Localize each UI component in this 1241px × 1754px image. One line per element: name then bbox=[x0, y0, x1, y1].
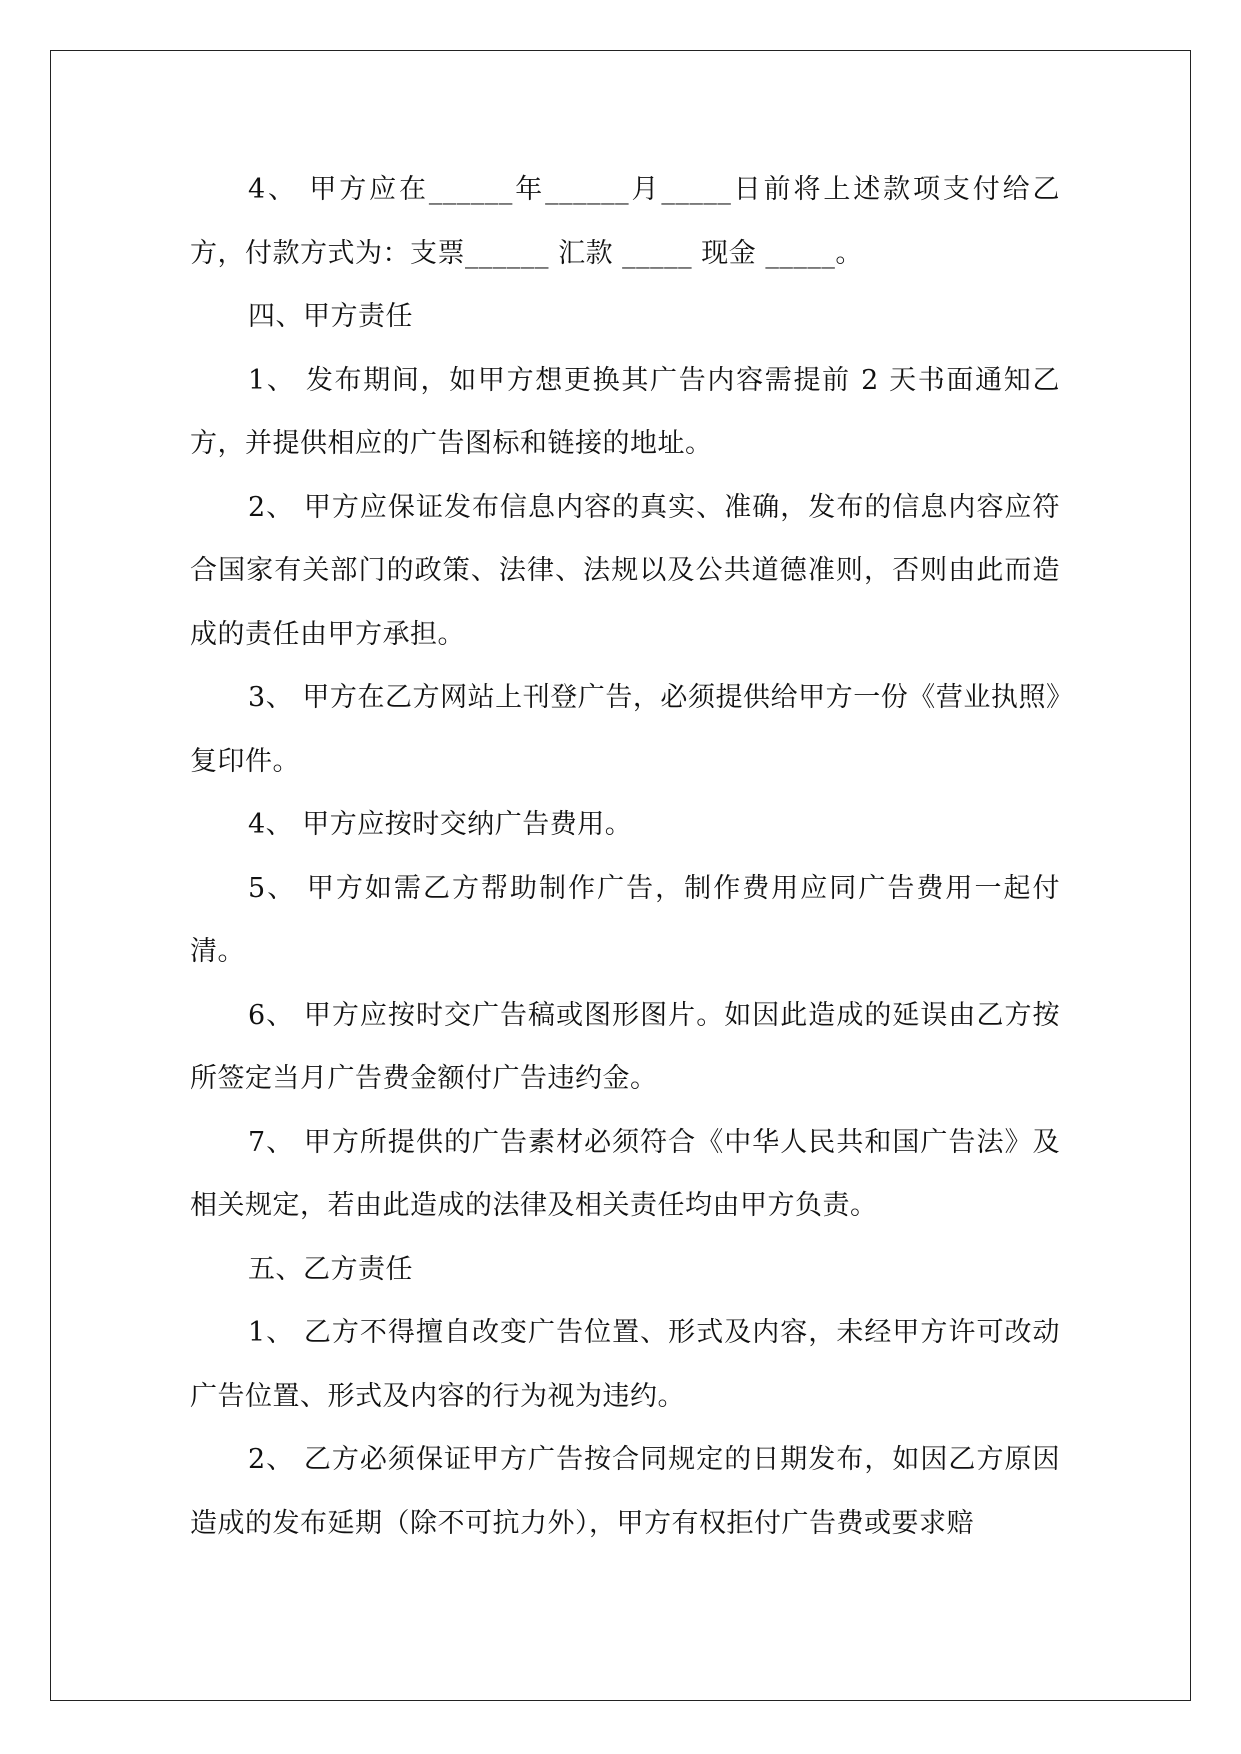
paragraph-a-3: 3、 甲方在乙方网站上刊登广告，必须提供给甲方一份《营业执照》复印件。 bbox=[190, 682, 1060, 777]
paragraph-a-6: 6、 甲方应按时交广告稿或图形图片。如因此造成的延误由乙方按所签定当月广告费金额付广告违约金。 bbox=[190, 999, 1060, 1094]
document-body bbox=[190, 158, 1060, 1555]
paragraph-a-5: 5、 甲方如需乙方帮助制作广告，制作费用应同广告费用一起付清。 bbox=[190, 872, 1060, 967]
section-heading-party-b-responsibilities: 五、乙方责任 bbox=[248, 1253, 413, 1285]
paragraph-a-7: 7、 甲方所提供的广告素材必须符合《中华人民共和国广告法》及相关规定，若由此造成的法律及相关责任均由甲方负责。 bbox=[190, 1126, 1060, 1221]
paragraph-b-2: 2、 乙方必须保证甲方广告按合同规定的日期发布，如因乙方原因造成的发布延期（除不可抗力外），甲方有权拒付广告费或要求赔 bbox=[190, 1444, 1060, 1539]
paragraph-b-1: 1、 乙方不得擅自改变广告位置、形式及内容，未经甲方许可改动广告位置、形式及内容的行为视为违约。 bbox=[190, 1317, 1060, 1412]
paragraph-a-4: 4、 甲方应按时交纳广告费用。 bbox=[248, 809, 633, 840]
paragraph-payment-deadline: 4、 甲方应在______年______月_____日前将上述款项支付给乙方，付款方式为：支票______ 汇款 _____ 现金 _____。 bbox=[190, 174, 1060, 269]
paragraph-a-2: 2、 甲方应保证发布信息内容的真实、准确，发布的信息内容应符合国家有关部门的政策、法律、法规以及公共道德准则，否则由此而造成的责任由甲方承担。 bbox=[190, 491, 1060, 650]
paragraph-a-1: 1、 发布期间，如甲方想更换其广告内容需提前 2 天书面通知乙方，并提供相应的广告图标和链接的地址。 bbox=[190, 364, 1060, 459]
section-heading-party-a-responsibilities: 四、甲方责任 bbox=[248, 301, 413, 332]
